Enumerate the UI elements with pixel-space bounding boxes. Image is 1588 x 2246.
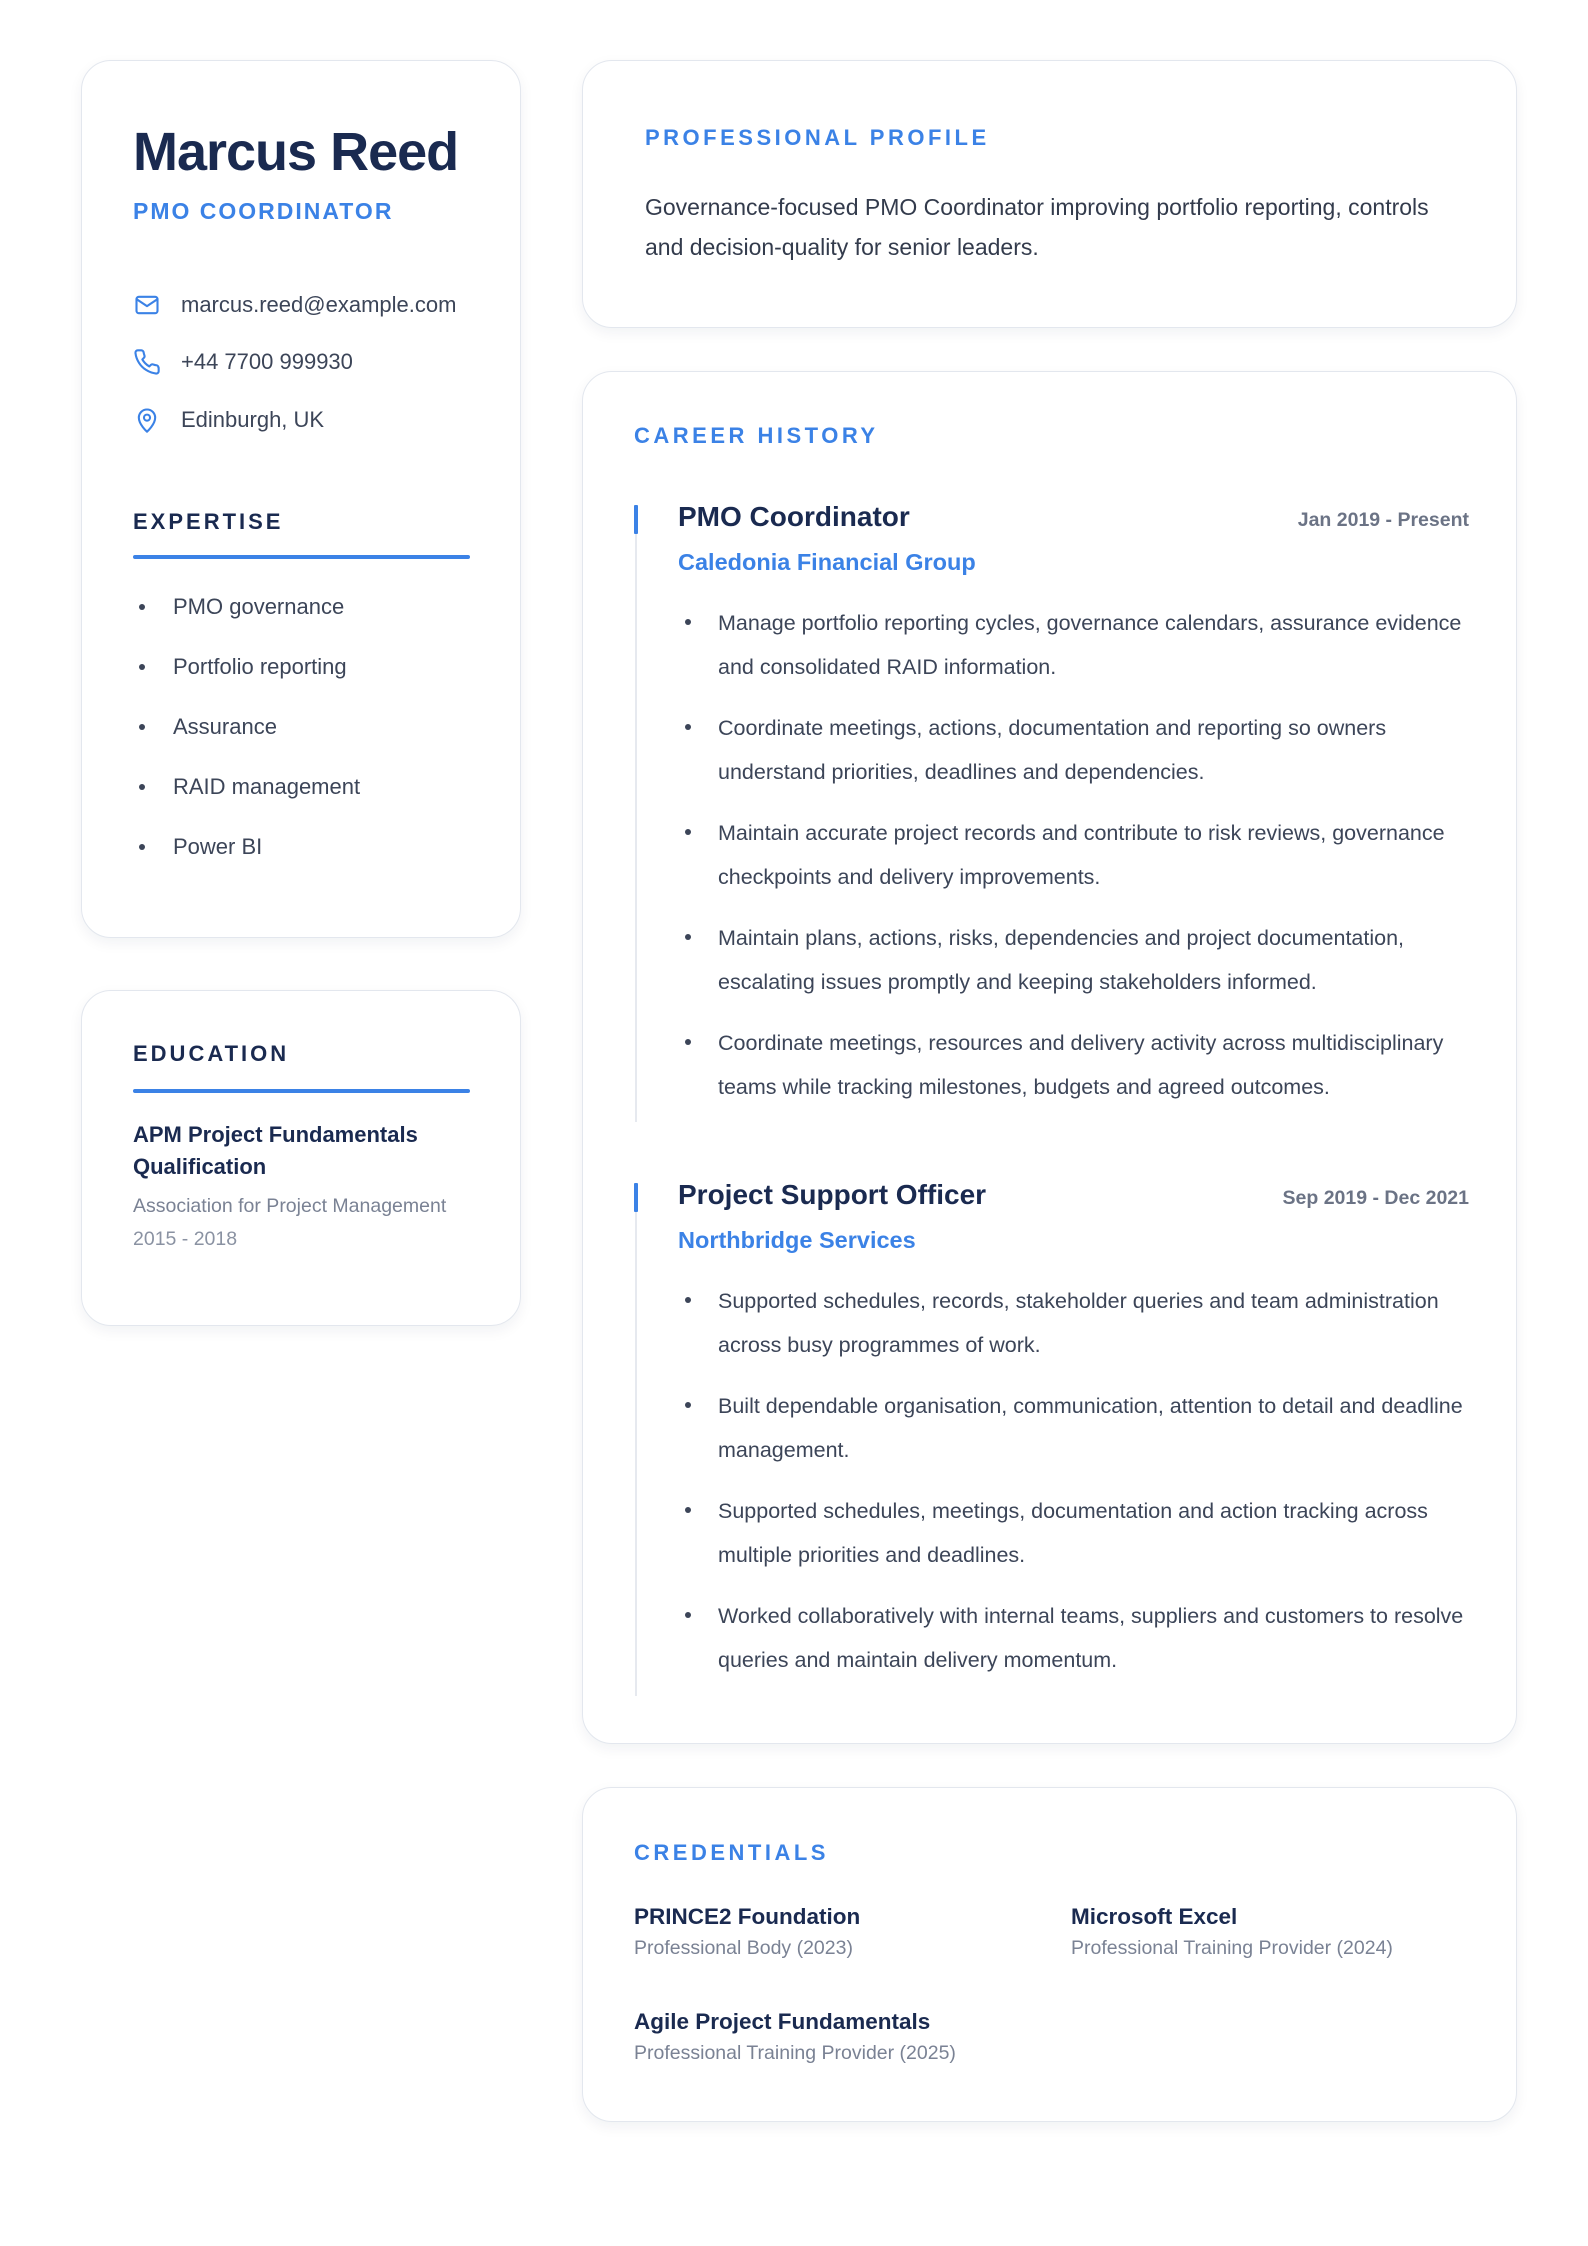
education-heading: EDUCATION	[133, 1041, 290, 1066]
skill-label: Assurance	[173, 714, 277, 739]
credential-item	[634, 1902, 860, 1961]
credential-issuer: Professional Body (2023)	[634, 1937, 853, 1959]
job-bullet-text: Coordinate meetings, resources and delivery activity across multidisciplinary teams while tracking milestones, budgets and agreed outcomes.	[718, 1031, 1444, 1099]
credential-issuer: Professional Training Provider (2025)	[634, 2042, 956, 2064]
credential-item	[634, 2007, 956, 2066]
career-card	[582, 371, 1517, 1744]
list-item	[678, 1489, 1469, 1577]
contact-location	[133, 404, 324, 436]
job-company: Caledonia Financial Group	[678, 549, 976, 575]
candidate-name: Marcus Reed	[133, 122, 459, 182]
list-item	[678, 1021, 1469, 1109]
contact-email[interactable]	[133, 289, 456, 321]
list-item	[678, 1594, 1469, 1682]
job-accent-bar	[634, 1183, 638, 1212]
job-bullet-text: Supported schedules, meetings, documentation and action tracking across multiple priorities and deadlines.	[718, 1499, 1428, 1567]
phone-icon	[133, 348, 161, 376]
bullet-dot	[685, 1507, 691, 1513]
mail-icon	[133, 291, 161, 319]
list-item	[133, 832, 262, 862]
credential-name: Agile Project Fundamentals	[634, 2009, 931, 2034]
skill-label: RAID management	[173, 774, 361, 799]
location-text: Edinburgh, UK	[181, 407, 325, 432]
skill-label: Portfolio reporting	[173, 654, 347, 679]
list-item	[133, 592, 344, 622]
job-bullet-text: Manage portfolio reporting cycles, governance calendars, assurance evidence and consolidated RAID information.	[718, 611, 1462, 679]
bullet-dot	[685, 724, 691, 730]
credential-name: PRINCE2 Foundation	[634, 1904, 861, 1929]
profile-heading: PROFESSIONAL PROFILE	[645, 125, 990, 150]
credentials-heading: CREDENTIALS	[634, 1840, 829, 1865]
education-divider	[133, 1089, 470, 1093]
education-organisation: Association for Project Management	[133, 1195, 447, 1217]
bullet-dot	[139, 664, 145, 670]
list-item	[678, 916, 1469, 1004]
job-entry	[634, 1179, 1469, 1703]
job-company: Northbridge Services	[678, 1227, 916, 1253]
list-item	[678, 1279, 1469, 1367]
contact-card	[81, 60, 521, 938]
credentials-card	[582, 1787, 1517, 2122]
email-text: marcus.reed@example.com	[181, 292, 457, 317]
list-item	[678, 1384, 1469, 1472]
phone-text: +44 7700 999930	[181, 349, 353, 374]
education-card	[81, 990, 521, 1326]
job-dates: Jan 2019 - Present	[1297, 509, 1469, 531]
list-item	[133, 772, 360, 802]
job-entry	[634, 501, 1469, 1123]
bullet-dot	[685, 1402, 691, 1408]
skill-label: PMO governance	[173, 594, 345, 619]
job-bullet-text: Built dependable organisation, communication, attention to detail and deadline management.	[718, 1394, 1463, 1462]
list-item	[133, 712, 277, 742]
job-timeline-line	[635, 534, 637, 1122]
credential-name: Microsoft Excel	[1071, 1904, 1238, 1929]
expertise-heading: EXPERTISE	[133, 509, 284, 534]
job-dates: Sep 2019 - Dec 2021	[1282, 1187, 1469, 1209]
credential-item	[1071, 1902, 1393, 1961]
credential-issuer: Professional Training Provider (2024)	[1071, 1937, 1393, 1959]
job-timeline-line	[635, 1212, 637, 1696]
bullet-dot	[685, 1612, 691, 1618]
job-title: Project Support Officer	[678, 1179, 987, 1210]
job-bullet-text: Supported schedules, records, stakeholder queries and team administration across busy programmes of work.	[718, 1289, 1439, 1357]
bullet-dot	[139, 604, 145, 610]
career-heading: CAREER HISTORY	[634, 423, 879, 448]
contact-phone[interactable]	[133, 346, 353, 378]
list-item	[678, 601, 1469, 689]
list-item	[678, 706, 1469, 794]
bullet-dot	[139, 724, 145, 730]
job-bullet-text: Maintain accurate project records and contribute to risk reviews, governance checkpoints and delivery improvements.	[718, 821, 1445, 889]
candidate-role: PMO COORDINATOR	[133, 198, 394, 224]
education-title: APM Project Fundamentals Qualification	[133, 1122, 418, 1179]
bullet-dot	[139, 844, 145, 850]
job-bullet-text: Coordinate meetings, actions, documentation and reporting so owners understand priorities, deadlines and dependencies.	[718, 716, 1387, 784]
expertise-divider	[133, 555, 470, 559]
list-item	[678, 811, 1469, 899]
job-bullet-text: Maintain plans, actions, risks, dependencies and project documentation, escalating issues promptly and keeping stakeholders informed.	[718, 926, 1405, 994]
bullet-dot	[685, 619, 691, 625]
profile-card	[582, 60, 1517, 328]
bullet-dot	[685, 1297, 691, 1303]
bullet-dot	[685, 1039, 691, 1045]
location-pin-icon	[133, 406, 161, 434]
bullet-dot	[685, 829, 691, 835]
job-accent-bar	[634, 505, 638, 534]
profile-summary: Governance-focused PMO Coordinator improving portfolio reporting, controls and decision-quality for senior leaders.	[645, 194, 1429, 260]
bullet-dot	[139, 784, 145, 790]
job-bullet-text: Worked collaboratively with internal teams, suppliers and customers to resolve queries and maintain delivery momentum.	[718, 1604, 1464, 1672]
list-item	[133, 652, 347, 682]
job-title: PMO Coordinator	[678, 501, 910, 532]
bullet-dot	[685, 934, 691, 940]
education-years: 2015 - 2018	[133, 1228, 238, 1250]
skill-label: Power BI	[173, 834, 263, 859]
